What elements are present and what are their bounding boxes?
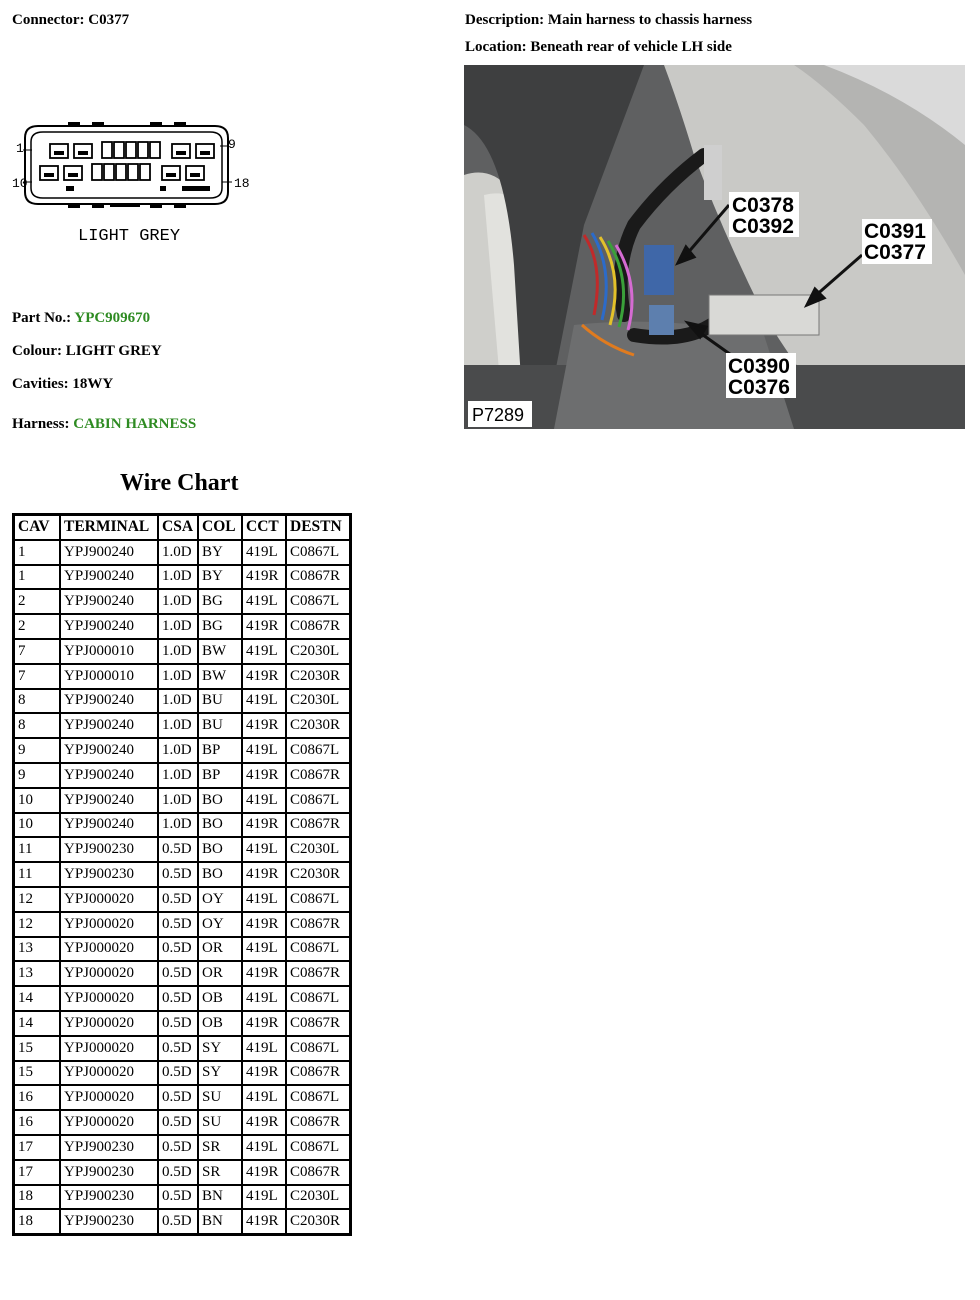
- cell-cav: 2: [14, 589, 61, 614]
- cell-destn: C2030L: [286, 689, 351, 714]
- cell-col: SR: [198, 1160, 242, 1185]
- cell-col: BN: [198, 1185, 242, 1210]
- cell-csa: 1.0D: [158, 738, 198, 763]
- cavities-label: Cavities:: [12, 376, 69, 392]
- wire-chart-row: [14, 639, 351, 664]
- cell-csa: 1.0D: [158, 689, 198, 714]
- cell-terminal: YPJ900230: [60, 1185, 158, 1210]
- cell-destn: C2030R: [286, 1209, 351, 1234]
- cell-destn: C0867L: [286, 1135, 351, 1160]
- header-col: COL: [198, 515, 242, 540]
- cell-cav: 9: [14, 738, 61, 763]
- cell-destn: C0867L: [286, 589, 351, 614]
- cell-csa: 0.5D: [158, 1011, 198, 1036]
- harness-line: [12, 416, 196, 433]
- wire-chart-row: [14, 689, 351, 714]
- harness-value: CABIN HARNESS: [73, 416, 197, 432]
- cell-terminal: YPJ000020: [60, 937, 158, 962]
- wire-chart-row: [14, 1209, 351, 1234]
- cell-cct: 419R: [242, 1160, 286, 1185]
- photo-reference: P7289: [472, 405, 525, 425]
- cell-col: SU: [198, 1110, 242, 1135]
- cell-cct: 419L: [242, 1036, 286, 1061]
- colour-label: Colour:: [12, 343, 62, 359]
- cell-csa: 1.0D: [158, 614, 198, 639]
- wire-chart-row: [14, 664, 351, 689]
- cell-cct: 419L: [242, 986, 286, 1011]
- cell-csa: 0.5D: [158, 862, 198, 887]
- cell-col: BO: [198, 813, 242, 838]
- cell-cav: 15: [14, 1061, 61, 1086]
- cell-col: BG: [198, 614, 242, 639]
- cell-destn: C2030R: [286, 862, 351, 887]
- cell-col: BO: [198, 788, 242, 813]
- cell-csa: 0.5D: [158, 1110, 198, 1135]
- cell-destn: C0867L: [286, 937, 351, 962]
- wire-chart-body: [14, 540, 351, 1235]
- colour-value: LIGHT GREY: [65, 343, 162, 359]
- description-value: Main harness to chassis harness: [547, 12, 753, 28]
- cell-terminal: YPJ000010: [60, 664, 158, 689]
- wire-chart-row: [14, 961, 351, 986]
- cell-cav: 11: [14, 837, 61, 862]
- cell-cav: 17: [14, 1135, 61, 1160]
- cell-terminal: YPJ900230: [60, 862, 158, 887]
- cell-col: OY: [198, 912, 242, 937]
- cell-csa: 1.0D: [158, 639, 198, 664]
- cell-cav: 1: [14, 540, 61, 565]
- cell-cct: 419R: [242, 1209, 286, 1234]
- wire-chart-row: [14, 565, 351, 590]
- cell-cav: 8: [14, 689, 61, 714]
- cell-col: SY: [198, 1036, 242, 1061]
- description-label: Description:: [465, 12, 545, 28]
- cell-cct: 419L: [242, 540, 286, 565]
- callout-c0377: C0377: [864, 241, 926, 264]
- cell-terminal: YPJ000020: [60, 986, 158, 1011]
- cell-destn: C0867R: [286, 1011, 351, 1036]
- cell-cct: 419L: [242, 837, 286, 862]
- cell-cav: 12: [14, 912, 61, 937]
- cell-terminal: YPJ000020: [60, 912, 158, 937]
- cell-cct: 419L: [242, 1135, 286, 1160]
- header-terminal: TERMINAL: [60, 515, 158, 540]
- cell-terminal: YPJ900240: [60, 589, 158, 614]
- cell-cct: 419R: [242, 713, 286, 738]
- cell-destn: C0867L: [286, 788, 351, 813]
- cell-col: BP: [198, 738, 242, 763]
- cell-cct: 419R: [242, 961, 286, 986]
- cell-csa: 0.5D: [158, 1036, 198, 1061]
- cell-cav: 10: [14, 788, 61, 813]
- cell-col: SY: [198, 1061, 242, 1086]
- cell-col: BO: [198, 862, 242, 887]
- part-no-value: YPC909670: [74, 310, 151, 326]
- wire-chart-row: [14, 540, 351, 565]
- cell-cct: 419R: [242, 614, 286, 639]
- pin-label-18: 18: [234, 176, 250, 191]
- location-value: Beneath rear of vehicle LH side: [530, 39, 732, 55]
- cell-csa: 1.0D: [158, 713, 198, 738]
- cell-cav: 17: [14, 1160, 61, 1185]
- cell-csa: 0.5D: [158, 1209, 198, 1234]
- cell-destn: C0867L: [286, 1085, 351, 1110]
- wire-chart-row: [14, 1085, 351, 1110]
- cell-cav: 14: [14, 986, 61, 1011]
- connector-label: Connector:: [12, 12, 85, 28]
- cell-cct: 419L: [242, 639, 286, 664]
- cell-terminal: YPJ900240: [60, 565, 158, 590]
- cell-col: BG: [198, 589, 242, 614]
- cell-csa: 0.5D: [158, 1085, 198, 1110]
- cell-col: BP: [198, 763, 242, 788]
- cell-cct: 419R: [242, 862, 286, 887]
- cell-csa: 1.0D: [158, 788, 198, 813]
- cell-terminal: YPJ900230: [60, 837, 158, 862]
- wire-chart-row: [14, 813, 351, 838]
- wire-chart-header-row: [14, 515, 351, 540]
- cell-cct: 419L: [242, 1185, 286, 1210]
- cell-destn: C0867R: [286, 813, 351, 838]
- cell-cav: 11: [14, 862, 61, 887]
- header-csa: CSA: [158, 515, 198, 540]
- cell-terminal: YPJ000020: [60, 1085, 158, 1110]
- cell-col: BU: [198, 689, 242, 714]
- callout-c0392: C0392: [732, 215, 794, 238]
- wire-chart-row: [14, 887, 351, 912]
- cell-col: BU: [198, 713, 242, 738]
- cell-destn: C0867R: [286, 961, 351, 986]
- pin-label-9: 9: [228, 137, 236, 152]
- pin-label-1: 1: [16, 141, 24, 156]
- cell-terminal: YPJ900240: [60, 540, 158, 565]
- cell-terminal: YPJ900240: [60, 614, 158, 639]
- cell-col: BY: [198, 540, 242, 565]
- cell-csa: 0.5D: [158, 837, 198, 862]
- wire-chart-row: [14, 614, 351, 639]
- cell-csa: 0.5D: [158, 887, 198, 912]
- cell-cct: 419R: [242, 763, 286, 788]
- cell-destn: C0867R: [286, 1110, 351, 1135]
- wire-chart-row: [14, 1135, 351, 1160]
- cell-destn: C0867R: [286, 565, 351, 590]
- cell-terminal: YPJ000020: [60, 1036, 158, 1061]
- cell-csa: 1.0D: [158, 813, 198, 838]
- cell-destn: C0867L: [286, 986, 351, 1011]
- location-label: Location:: [465, 39, 527, 55]
- cell-terminal: YPJ000020: [60, 1110, 158, 1135]
- cell-cct: 419R: [242, 1110, 286, 1135]
- cell-destn: C0867L: [286, 738, 351, 763]
- cell-col: BW: [198, 639, 242, 664]
- wire-chart-row: [14, 912, 351, 937]
- wire-chart-row: [14, 862, 351, 887]
- wire-chart-row: [14, 1160, 351, 1185]
- wire-chart-row: [14, 763, 351, 788]
- cell-cct: 419R: [242, 912, 286, 937]
- cell-col: BO: [198, 837, 242, 862]
- cell-destn: C0867R: [286, 763, 351, 788]
- wire-chart-row: [14, 589, 351, 614]
- cell-csa: 1.0D: [158, 589, 198, 614]
- cell-destn: C0867L: [286, 540, 351, 565]
- part-no-line: [12, 310, 150, 327]
- location-photo: [464, 65, 965, 429]
- header-cav: CAV: [14, 515, 61, 540]
- cell-cav: 15: [14, 1036, 61, 1061]
- cell-csa: 1.0D: [158, 540, 198, 565]
- cell-cav: 7: [14, 664, 61, 689]
- cell-terminal: YPJ900240: [60, 738, 158, 763]
- callout-c0391: C0391: [864, 220, 926, 243]
- cell-csa: 0.5D: [158, 912, 198, 937]
- cell-destn: C2030R: [286, 664, 351, 689]
- wire-chart-row: [14, 1185, 351, 1210]
- cell-cct: 419L: [242, 738, 286, 763]
- connector-line: [12, 12, 129, 29]
- diagram-colour-caption: LIGHT GREY: [78, 227, 181, 246]
- cell-terminal: YPJ900240: [60, 788, 158, 813]
- wire-chart-row: [14, 1036, 351, 1061]
- cell-cct: 419R: [242, 813, 286, 838]
- cell-cct: 419R: [242, 664, 286, 689]
- wire-chart-row: [14, 1061, 351, 1086]
- cell-terminal: YPJ900240: [60, 763, 158, 788]
- cell-terminal: YPJ000020: [60, 887, 158, 912]
- cavities-value: 18WY: [72, 376, 114, 392]
- callout-c0378: C0378: [732, 194, 794, 217]
- cell-csa: 1.0D: [158, 565, 198, 590]
- cell-destn: C2030R: [286, 713, 351, 738]
- wire-chart-row: [14, 788, 351, 813]
- cell-col: OY: [198, 887, 242, 912]
- cell-terminal: YPJ900240: [60, 689, 158, 714]
- cell-terminal: YPJ900240: [60, 813, 158, 838]
- cell-terminal: YPJ900240: [60, 713, 158, 738]
- cell-cav: 10: [14, 813, 61, 838]
- cell-cav: 18: [14, 1185, 61, 1210]
- connector-face-diagram: [10, 112, 260, 252]
- wire-chart-row: [14, 937, 351, 962]
- cell-cav: 9: [14, 763, 61, 788]
- cell-terminal: YPJ000020: [60, 1011, 158, 1036]
- cell-csa: 0.5D: [158, 986, 198, 1011]
- cell-csa: 0.5D: [158, 937, 198, 962]
- cell-destn: C2030L: [286, 837, 351, 862]
- part-no-label: Part No.:: [12, 310, 72, 326]
- cell-col: BN: [198, 1209, 242, 1234]
- cell-csa: 1.0D: [158, 763, 198, 788]
- cell-col: BY: [198, 565, 242, 590]
- cell-csa: 1.0D: [158, 664, 198, 689]
- cell-destn: C0867R: [286, 1061, 351, 1086]
- cell-destn: C2030L: [286, 639, 351, 664]
- cell-destn: C0867R: [286, 1160, 351, 1185]
- pin-label-10: 10: [12, 176, 28, 191]
- cell-cav: 12: [14, 887, 61, 912]
- cell-col: OB: [198, 1011, 242, 1036]
- cell-csa: 0.5D: [158, 1160, 198, 1185]
- cell-col: OR: [198, 937, 242, 962]
- cell-cav: 13: [14, 961, 61, 986]
- wire-chart-row: [14, 1110, 351, 1135]
- cell-cct: 419R: [242, 565, 286, 590]
- description-line: [465, 12, 752, 29]
- cell-cav: 14: [14, 1011, 61, 1036]
- cell-col: BW: [198, 664, 242, 689]
- cell-cct: 419R: [242, 1061, 286, 1086]
- cell-terminal: YPJ000020: [60, 961, 158, 986]
- wire-chart-title: Wire Chart: [120, 470, 239, 496]
- cell-destn: C0867L: [286, 887, 351, 912]
- cell-cct: 419L: [242, 937, 286, 962]
- cell-cav: 13: [14, 937, 61, 962]
- cell-destn: C0867L: [286, 1036, 351, 1061]
- cell-csa: 0.5D: [158, 1135, 198, 1160]
- cell-cct: 419L: [242, 589, 286, 614]
- cell-col: OB: [198, 986, 242, 1011]
- location-line: [465, 39, 732, 56]
- cell-terminal: YPJ900230: [60, 1160, 158, 1185]
- header-cct: CCT: [242, 515, 286, 540]
- cell-cct: 419L: [242, 689, 286, 714]
- cell-terminal: YPJ000020: [60, 1061, 158, 1086]
- cell-cav: 8: [14, 713, 61, 738]
- colour-line: [12, 343, 162, 360]
- cell-col: SU: [198, 1085, 242, 1110]
- wire-chart-row: [14, 713, 351, 738]
- cell-cav: 18: [14, 1209, 61, 1234]
- header-destn: DESTN: [286, 515, 351, 540]
- cell-destn: C2030L: [286, 1185, 351, 1210]
- connector-value: C0377: [88, 12, 130, 28]
- cell-col: OR: [198, 961, 242, 986]
- wire-chart-row: [14, 837, 351, 862]
- cavities-line: [12, 376, 113, 393]
- cell-cct: 419L: [242, 788, 286, 813]
- cell-destn: C0867R: [286, 614, 351, 639]
- cell-csa: 0.5D: [158, 1061, 198, 1086]
- cell-csa: 0.5D: [158, 1185, 198, 1210]
- cell-cct: 419L: [242, 1085, 286, 1110]
- cell-cav: 16: [14, 1085, 61, 1110]
- cell-cav: 7: [14, 639, 61, 664]
- cell-cct: 419L: [242, 887, 286, 912]
- wire-chart-row: [14, 1011, 351, 1036]
- callout-c0390: C0390: [728, 355, 790, 378]
- harness-label: Harness:: [12, 416, 70, 432]
- wire-chart-row: [14, 738, 351, 763]
- cell-cav: 2: [14, 614, 61, 639]
- cell-col: SR: [198, 1135, 242, 1160]
- cell-cav: 1: [14, 565, 61, 590]
- cell-destn: C0867R: [286, 912, 351, 937]
- wire-chart-row: [14, 986, 351, 1011]
- cell-terminal: YPJ900230: [60, 1135, 158, 1160]
- cell-csa: 0.5D: [158, 961, 198, 986]
- wire-chart-table: [12, 513, 352, 1236]
- cell-cav: 16: [14, 1110, 61, 1135]
- cell-cct: 419R: [242, 1011, 286, 1036]
- cell-terminal: YPJ900230: [60, 1209, 158, 1234]
- cell-terminal: YPJ000010: [60, 639, 158, 664]
- callout-c0376: C0376: [728, 376, 790, 399]
